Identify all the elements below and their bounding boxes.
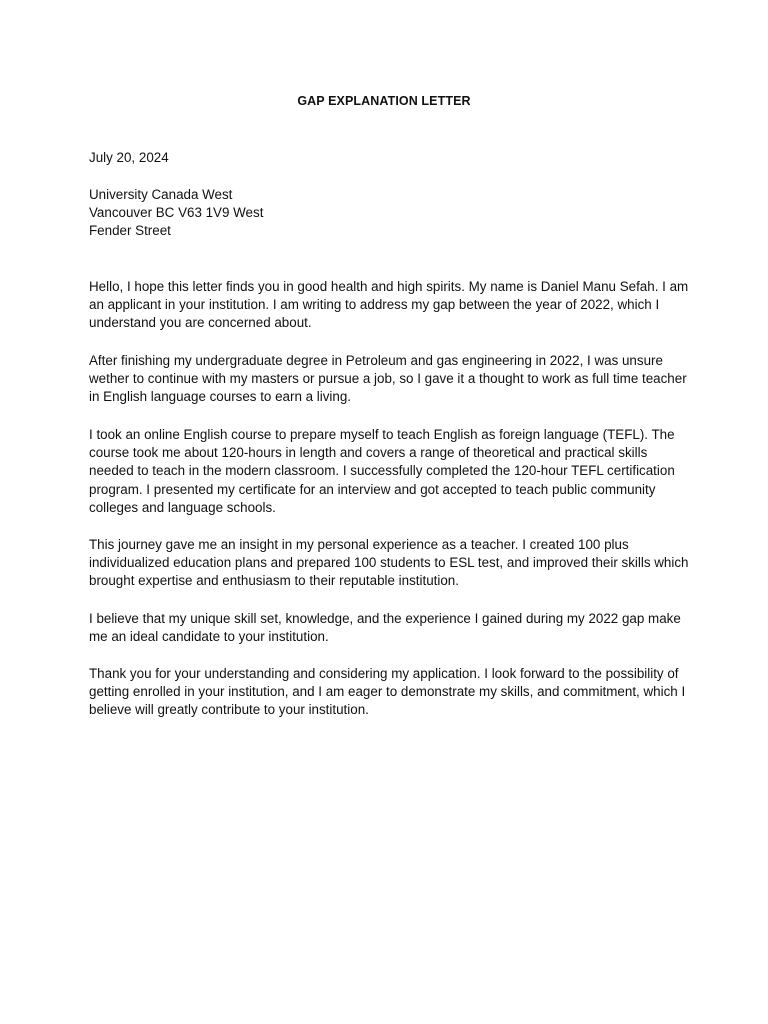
paragraph-greeting: Hello, I hope this letter finds you in good health and high spirits. My name is Daniel Manu Sefah. I am an applicant in your institution. I am writing to address my gap between the year of 2022, which I understand you are concerned about. [89, 279, 689, 331]
letter-title: GAP EXPLANATION LETTER [297, 94, 471, 108]
letter-date: July 20, 2024 [89, 150, 169, 165]
paragraph-closing: Thank you for your understanding and considering my application. I look forward to the possibility of getting enrolled in your institution, and I am eager to demonstrate my skills, and commitment, which I believe will greatly contribute to your institution. [89, 666, 686, 718]
recipient-address [89, 186, 689, 241]
recipient-line-1: University Canada West [89, 187, 233, 202]
paragraph-skills: I believe that my unique skill set, knowledge, and the experience I gained during my 2022 gap make me an ideal candidate to your institution. [89, 611, 681, 645]
paragraph-experience: This journey gave me an insight in my personal experience as a teacher. I created 100 plus individualized education plans and prepared 100 students to ESL test, and improved their skills which brought expertise and enthusiasm to their reputable institution. [89, 537, 689, 589]
recipient-line-3: Fender Street [89, 223, 171, 239]
paragraph-tefl: I took an online English course to prepare myself to teach English as foreign language (TEFL). The course took me about 120-hours in length and covers a range of theoretical and practical skills needed to teach in the modern classroom. I successfully completed the 120-hour TEFL certification program. I presented my certificate for an interview and got accepted to teach public community colleges and language schools. [89, 427, 675, 515]
paragraph-background: After finishing my undergraduate degree in Petroleum and gas engineering in 2022, I was unsure wether to continue with my masters or pursue a job, so I gave it a thought to work as full time teacher in English language courses to earn a living. [89, 353, 687, 405]
recipient-line-2: Vancouver BC V63 1V9 West [89, 205, 264, 221]
